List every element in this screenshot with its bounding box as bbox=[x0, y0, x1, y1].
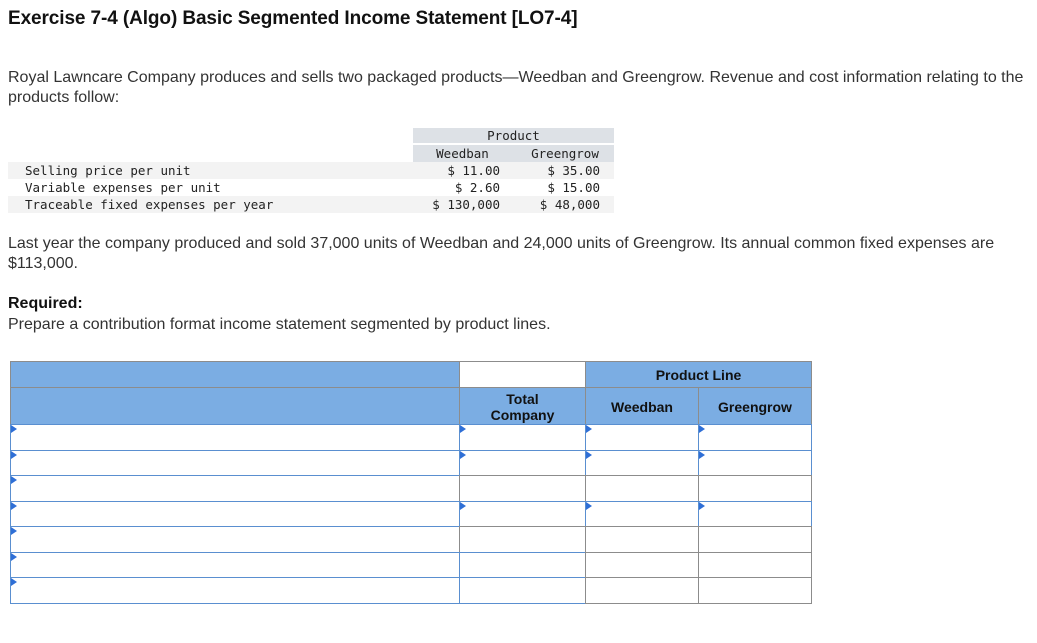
weedban-cell bbox=[585, 552, 699, 578]
input-marker-icon bbox=[699, 451, 705, 459]
row-label-dropdown[interactable] bbox=[10, 475, 460, 502]
weedban-header: Weedban bbox=[611, 399, 673, 415]
input-marker-icon bbox=[699, 425, 705, 433]
greengrow-input[interactable] bbox=[698, 450, 812, 476]
row-label-dropdown[interactable] bbox=[10, 424, 460, 451]
input-marker-icon bbox=[460, 502, 466, 510]
greengrow-cell bbox=[698, 526, 812, 553]
total-company-cell bbox=[459, 526, 586, 553]
weedban-input[interactable] bbox=[585, 501, 699, 527]
row-label: Traceable fixed expenses per year bbox=[25, 197, 274, 212]
greengrow-value: $ 35.00 bbox=[547, 163, 600, 178]
row-label: Selling price per unit bbox=[25, 163, 191, 178]
product-line-header: Product Line bbox=[655, 367, 742, 383]
greengrow-cell bbox=[698, 577, 812, 604]
row-label-dropdown[interactable] bbox=[10, 552, 460, 578]
column-header-weedban: Weedban bbox=[436, 146, 489, 161]
dropdown-marker-icon bbox=[11, 502, 17, 510]
row-label-dropdown[interactable] bbox=[10, 450, 460, 476]
total-company-cell bbox=[459, 475, 586, 502]
header-label-cell bbox=[10, 387, 460, 425]
total-company-input[interactable] bbox=[459, 424, 586, 451]
weedban-input[interactable] bbox=[585, 450, 699, 476]
header-label-cell bbox=[10, 361, 460, 388]
weedban-value: $ 11.00 bbox=[447, 163, 500, 178]
greengrow-cell bbox=[698, 552, 812, 578]
dropdown-marker-icon bbox=[11, 451, 17, 459]
weedban-input[interactable] bbox=[585, 424, 699, 451]
row-label: Variable expenses per unit bbox=[25, 180, 221, 195]
required-text: Prepare a contribution format income statement segmented by product lines. bbox=[8, 316, 551, 333]
input-marker-icon bbox=[699, 502, 705, 510]
total-company-input[interactable] bbox=[459, 450, 586, 476]
input-marker-icon bbox=[586, 502, 592, 510]
weedban-cell bbox=[585, 475, 699, 502]
dropdown-marker-icon bbox=[11, 578, 17, 586]
table-row bbox=[0, 162, 620, 179]
total-company-header bbox=[460, 391, 585, 423]
input-marker-icon bbox=[460, 425, 466, 433]
row-label-dropdown[interactable] bbox=[10, 577, 460, 604]
dropdown-marker-icon bbox=[11, 476, 17, 484]
product-line-header-cell bbox=[585, 361, 812, 388]
weedban-value: $ 2.60 bbox=[454, 180, 500, 195]
input-marker-icon bbox=[586, 425, 592, 433]
intro-paragraph: Royal Lawncare Company produces and sells two packaged products—Weedban and Greengrow. Revenue and cost information relating to the products follow: bbox=[8, 69, 1024, 106]
greengrow-input[interactable] bbox=[698, 424, 812, 451]
total-company-input[interactable] bbox=[459, 552, 586, 578]
column-header-greengrow: Greengrow bbox=[531, 146, 599, 161]
exercise-title: Exercise 7-4 (Algo) Basic Segmented Income Statement [LO7-4] bbox=[8, 8, 578, 29]
input-marker-icon bbox=[460, 451, 466, 459]
dropdown-marker-icon bbox=[11, 527, 17, 535]
weedban-cell bbox=[585, 577, 699, 604]
total-company-input[interactable] bbox=[459, 501, 586, 527]
greengrow-value: $ 15.00 bbox=[547, 180, 600, 195]
greengrow-input[interactable] bbox=[698, 501, 812, 527]
units-paragraph: Last year the company produced and sold 37,000 units of Weedban and 24,000 units of Greengrow. Its annual common fixed expenses are $113,000. bbox=[8, 235, 995, 272]
total-company-input[interactable] bbox=[459, 577, 586, 604]
weedban-value: $ 130,000 bbox=[432, 197, 500, 212]
required-label: Required: bbox=[8, 295, 83, 312]
weedban-cell bbox=[585, 526, 699, 553]
total-header-line2: Company bbox=[490, 407, 555, 423]
greengrow-header-cell bbox=[698, 387, 812, 425]
table-row bbox=[0, 196, 620, 213]
input-marker-icon bbox=[586, 451, 592, 459]
table-row bbox=[0, 179, 620, 196]
greengrow-cell bbox=[698, 475, 812, 502]
row-label-dropdown[interactable] bbox=[10, 501, 460, 527]
dropdown-marker-icon bbox=[11, 425, 17, 433]
product-group-header: Product bbox=[487, 128, 540, 143]
row-label-dropdown[interactable] bbox=[10, 526, 460, 553]
greengrow-header: Greengrow bbox=[718, 399, 792, 415]
weedban-header-cell bbox=[585, 387, 699, 425]
dropdown-marker-icon bbox=[11, 553, 17, 561]
greengrow-value: $ 48,000 bbox=[539, 197, 600, 212]
total-header-line1: Total bbox=[506, 391, 539, 407]
total-company-header-cell bbox=[459, 387, 586, 425]
header-blank-cell bbox=[459, 361, 586, 388]
